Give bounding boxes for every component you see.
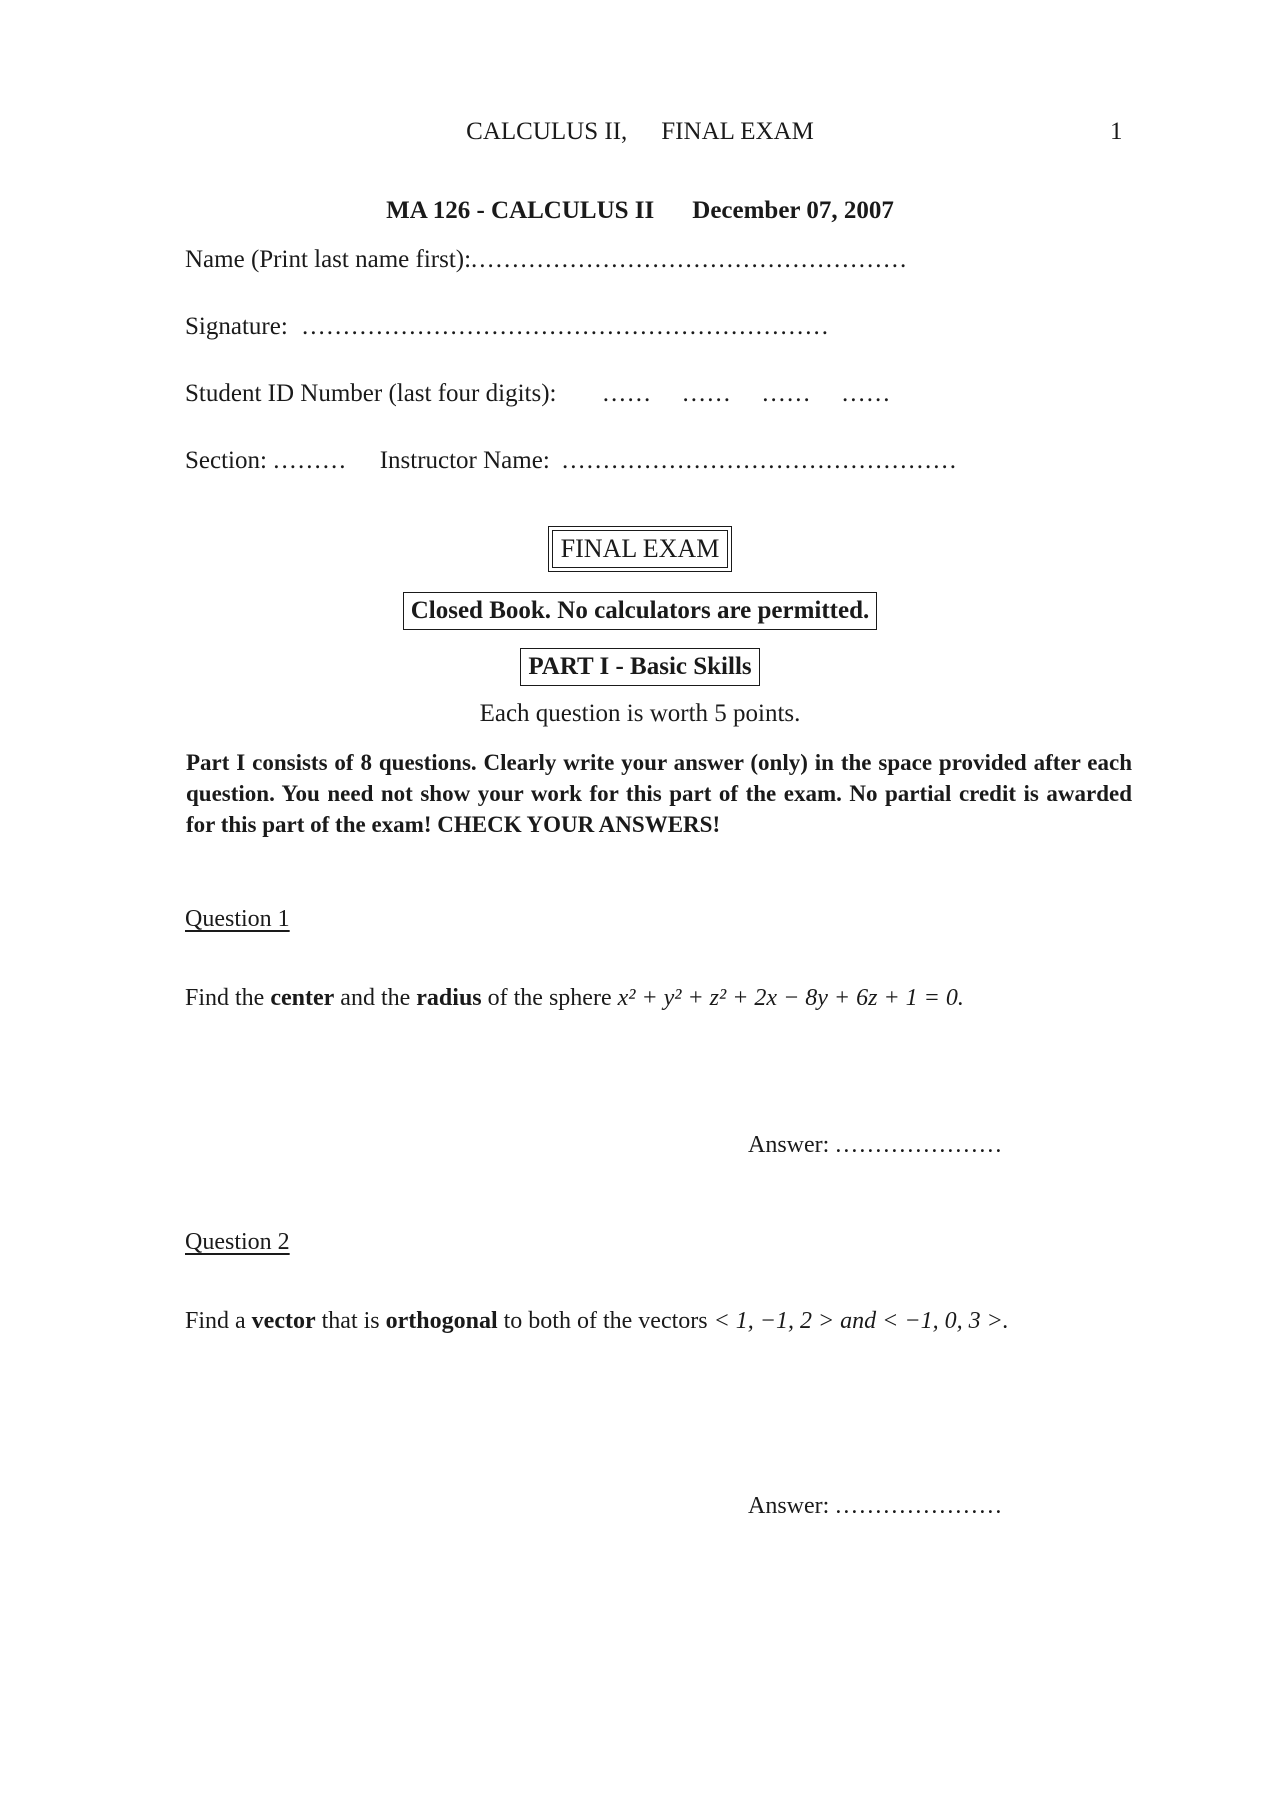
name-label: Name (Print last name first): [185,246,472,273]
q2-bold-vector: vector [251,1308,316,1334]
question-2-answer[interactable] [748,1493,1003,1520]
q1-text-mid: and the [334,985,417,1011]
student-id-digit-1[interactable]: ...... [602,380,653,407]
q2-answer-dots[interactable]: ..................... [835,1493,1004,1519]
q1-answer-label: Answer: [748,1132,830,1158]
signature-dots: ................................................................ [302,313,831,340]
final-exam-banner [0,526,1280,572]
name-field[interactable] [185,246,908,274]
q2-text-pre: Find a [185,1308,252,1334]
section-dots: ......... [273,447,348,474]
question-1-text [185,985,964,1012]
q2-bold-orthogonal: orthogonal [385,1308,498,1334]
section-instructor-row [185,447,958,475]
running-header [0,118,1280,146]
q2-vectors: < 1, −1, 2 > and < −1, 0, 3 >. [713,1308,1009,1334]
closed-book-banner [0,592,1280,630]
course-title: MA 126 - CALCULUS II [386,197,655,224]
q1-equation: x² + y² + z² + 2x − 8y + 6z + 1 = 0. [617,985,964,1011]
signature-label: Signature: [185,313,288,340]
student-id-label: Student ID Number (last four digits): [185,380,557,407]
section-field[interactable] [185,447,354,474]
header-title-left: CALCULUS II, [466,118,628,145]
question-1-heading: Question 1 [185,906,290,932]
student-id-field[interactable] [185,380,891,408]
question-2-text [185,1308,1009,1335]
student-id-digit-4[interactable]: ...... [841,380,892,407]
student-id-digit-2[interactable]: ...... [682,380,732,407]
q2-text-mid: that is [315,1308,386,1334]
q2-answer-label: Answer: [748,1493,830,1519]
q1-bold-center: center [270,985,335,1011]
final-exam-text: FINAL EXAM [552,530,729,568]
course-line [0,197,1280,225]
instructor-label: Instructor Name: [379,447,550,474]
student-id-digit-3[interactable]: ...... [762,380,812,407]
q1-answer-dots[interactable]: ..................... [835,1132,1004,1158]
exam-date: December 07, 2007 [692,197,894,224]
instructor-dots: ................................................ [562,447,959,474]
question-2-heading: Question 2 [185,1229,290,1255]
header-title-right: FINAL EXAM [661,118,814,145]
section-label: Section: [185,447,267,474]
name-dots: ..................................................... [471,246,909,273]
points-note: Each question is worth 5 points. [479,700,801,727]
instructor-field[interactable] [380,447,958,474]
closed-book-text: Closed Book. No calculators are permitted. [403,592,878,630]
q2-text-post: to both of the vectors [497,1308,714,1334]
part-banner [0,648,1280,686]
q1-text-pre: Find the [185,985,271,1011]
page-number: 1 [1110,118,1123,145]
part-text: PART I - Basic Skills [520,648,759,686]
q1-text-post: of the sphere [481,985,618,1011]
part-instructions: Part I consists of 8 questions. Clearly write your answer (only) in the space provided after each question. You need not show your work for this part of the exam. No partial credit is awarded for this part of the exam! CHECK YOUR ANSWERS! [186,750,1132,837]
question-1-answer[interactable] [748,1132,1003,1159]
final-exam-box [548,526,733,572]
signature-field[interactable] [185,313,830,341]
q1-bold-radius: radius [416,985,482,1011]
